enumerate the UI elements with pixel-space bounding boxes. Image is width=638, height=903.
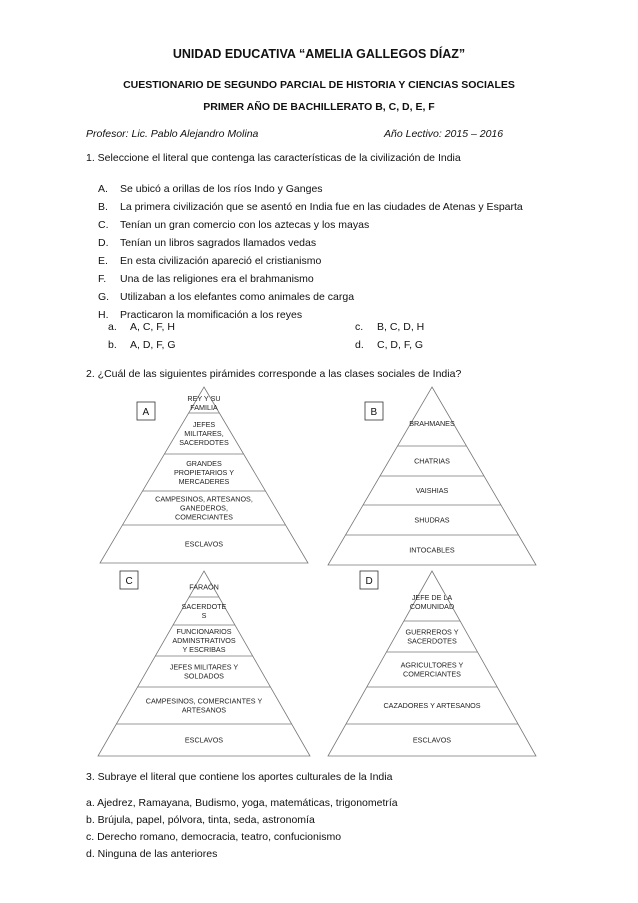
pyramid-level-label: COMUNIDAD bbox=[409, 602, 455, 611]
pyramid-level-label: ESCLAVOS bbox=[412, 735, 452, 745]
pyramid-level-label: MERCADERES bbox=[178, 477, 230, 486]
q1-option-letter: B. bbox=[98, 201, 108, 213]
q1-answer-letter: d. bbox=[355, 339, 364, 351]
pyramid-option-letter: C bbox=[125, 576, 133, 587]
q1-answer[interactable] bbox=[108, 321, 175, 333]
pyramid-c bbox=[98, 571, 310, 756]
pyramid-a bbox=[100, 387, 308, 563]
pyramid-level-label: JEFES MILITARES Y bbox=[169, 662, 239, 672]
q1-option-text: Tenían un libros sagrados llamados vedas bbox=[120, 237, 317, 249]
q3-option[interactable]: a. Ajedrez, Ramayana, Budismo, yoga, matemáticas, trigonometría bbox=[86, 797, 398, 809]
pyramid-level-label: FUNCIONARIOS bbox=[176, 627, 232, 636]
pyramid-level-label: GANEDEROS, bbox=[180, 503, 228, 513]
pyramid-level-label: CHATRIAS bbox=[414, 456, 450, 466]
q1-answer-text: C, D, F, G bbox=[377, 339, 424, 351]
q1-answer-text: A, C, F, H bbox=[130, 321, 175, 333]
pyramid-level-label: COMERCIANTES bbox=[175, 512, 233, 522]
q1-option bbox=[98, 183, 323, 195]
q1-option bbox=[98, 237, 316, 249]
q1-option-letter: H. bbox=[98, 309, 109, 321]
pyramid-level-label: CAMPESINOS, COMERCIANTES Y bbox=[145, 696, 263, 706]
pyramid-level-label: SHUDRAS bbox=[414, 515, 450, 525]
question-1: 1. Seleccione el literal que contenga las características de la civilización de India bbox=[86, 152, 461, 164]
school-year: Año Lectivo: 2015 – 2016 bbox=[384, 128, 504, 140]
q1-option bbox=[98, 219, 369, 231]
pyramid-level-label: CAZADORES Y ARTESANOS bbox=[383, 701, 481, 710]
pyramid-option-letter: D bbox=[365, 576, 373, 587]
q1-option bbox=[98, 255, 321, 267]
pyramid-level-label: ADMINSTRATIVOS bbox=[172, 636, 236, 645]
q1-option-letter: G. bbox=[98, 291, 110, 303]
q1-option bbox=[98, 201, 523, 213]
document-title: UNIDAD EDUCATIVA “AMELIA GALLEGOS DÍAZ” bbox=[172, 47, 466, 61]
pyramid-b bbox=[328, 387, 536, 565]
q1-option-text: La primera civilización que se asentó en India fue en las ciudades de Atenas y Esparta bbox=[120, 201, 523, 213]
question-3: 3. Subraye el literal que contiene los aportes culturales de la India bbox=[86, 771, 393, 783]
q1-answer-letter: c. bbox=[355, 321, 364, 333]
document-subtitle: CUESTIONARIO DE SEGUNDO PARCIAL DE HISTORIA Y CIENCIAS SOCIALES bbox=[123, 79, 515, 91]
pyramid-level-label: BRAHMANES bbox=[409, 419, 455, 429]
q1-option-letter: C. bbox=[98, 219, 109, 231]
pyramid-level-label: JEFES bbox=[192, 420, 216, 429]
q1-option-text: Practicaron la momificación a los reyes bbox=[120, 309, 303, 321]
pyramid-level-label: REY Y SU bbox=[187, 394, 221, 404]
q3-option[interactable]: b. Brújula, papel, pólvora, tinta, seda, astronomía bbox=[86, 814, 315, 826]
pyramid-level-label: S bbox=[201, 611, 207, 620]
q1-option bbox=[98, 273, 314, 285]
q1-answer-letter: a. bbox=[108, 321, 117, 333]
q1-answer[interactable] bbox=[108, 339, 176, 351]
q1-answer[interactable] bbox=[355, 321, 424, 333]
q1-option-letter: E. bbox=[98, 255, 108, 267]
q1-answer[interactable] bbox=[355, 339, 423, 351]
pyramid-level-label: SACERDOTE bbox=[181, 602, 227, 611]
pyramid-level-label: ESCLAVOS bbox=[184, 539, 224, 549]
pyramid-level-label: Y ESCRIBAS bbox=[182, 645, 226, 654]
pyramid-option-letter: B bbox=[370, 407, 378, 418]
pyramid-level-label: CAMPESINOS, ARTESANOS, bbox=[155, 494, 253, 504]
pyramid-level-label: GRANDES bbox=[186, 459, 222, 468]
pyramid-level-label: COMERCIANTES bbox=[403, 669, 461, 679]
q1-option bbox=[98, 309, 302, 321]
q1-option-text: Tenían un gran comercio con los aztecas y los mayas bbox=[120, 219, 370, 231]
pyramid-level-label: GUERREROS Y bbox=[405, 627, 459, 637]
q1-answer-letter: b. bbox=[108, 339, 117, 351]
q1-option-letter: F. bbox=[98, 273, 107, 285]
q1-option-text: Utilizaban a los elefantes como animales de carga bbox=[120, 291, 355, 303]
pyramid-level-label: MILITARES, bbox=[184, 429, 224, 438]
pyramid-level-label: INTOCABLES bbox=[409, 545, 455, 555]
pyramid-level-label: AGRICULTORES Y bbox=[400, 660, 464, 670]
q1-option-text: Una de las religiones era el brahmanismo bbox=[120, 273, 314, 285]
pyramid-level-label: FAMILIA bbox=[190, 403, 218, 413]
pyramid-option-letter: A bbox=[142, 407, 150, 418]
pyramids-figure bbox=[0, 385, 638, 760]
pyramid-level-label: ARTESANOS bbox=[181, 705, 227, 715]
q1-option-letter: A. bbox=[98, 183, 108, 195]
q1-answer-text: A, D, F, G bbox=[130, 339, 176, 351]
teacher-name: Profesor: Lic. Pablo Alejandro Molina bbox=[86, 128, 259, 140]
q1-option-text: En esta civilización apareció el cristianismo bbox=[120, 255, 322, 267]
q3-option[interactable]: c. Derecho romano, democracia, teatro, confucionismo bbox=[86, 831, 342, 843]
question-2: 2. ¿Cuál de las siguientes pirámides corresponde a las clases sociales de India? bbox=[86, 368, 462, 380]
q1-option-text: Se ubicó a orillas de los ríos Indo y Ganges bbox=[120, 183, 323, 195]
pyramid-level-label: SACERDOTES bbox=[179, 438, 229, 447]
q1-option bbox=[98, 291, 354, 303]
q3-option[interactable]: d. Ninguna de las anteriores bbox=[86, 848, 218, 860]
pyramid-level-label: PROPIETARIOS Y bbox=[173, 468, 235, 477]
pyramid-level-label: ESCLAVOS bbox=[184, 735, 224, 745]
pyramid-level-label: SACERDOTES bbox=[407, 636, 457, 646]
q1-option-letter: D. bbox=[98, 237, 109, 249]
pyramid-level-label: SOLDADOS bbox=[184, 671, 224, 681]
pyramid-level-label: VAISHIAS bbox=[415, 486, 449, 495]
pyramid-d bbox=[328, 571, 536, 756]
pyramid-level-label: FARAÓN bbox=[189, 582, 219, 592]
course-level: PRIMER AÑO DE BACHILLERATO B, C, D, E, F bbox=[203, 101, 435, 113]
pyramid-level-label: JEFE DE LA bbox=[411, 593, 453, 602]
q1-answer-text: B, C, D, H bbox=[377, 321, 425, 333]
